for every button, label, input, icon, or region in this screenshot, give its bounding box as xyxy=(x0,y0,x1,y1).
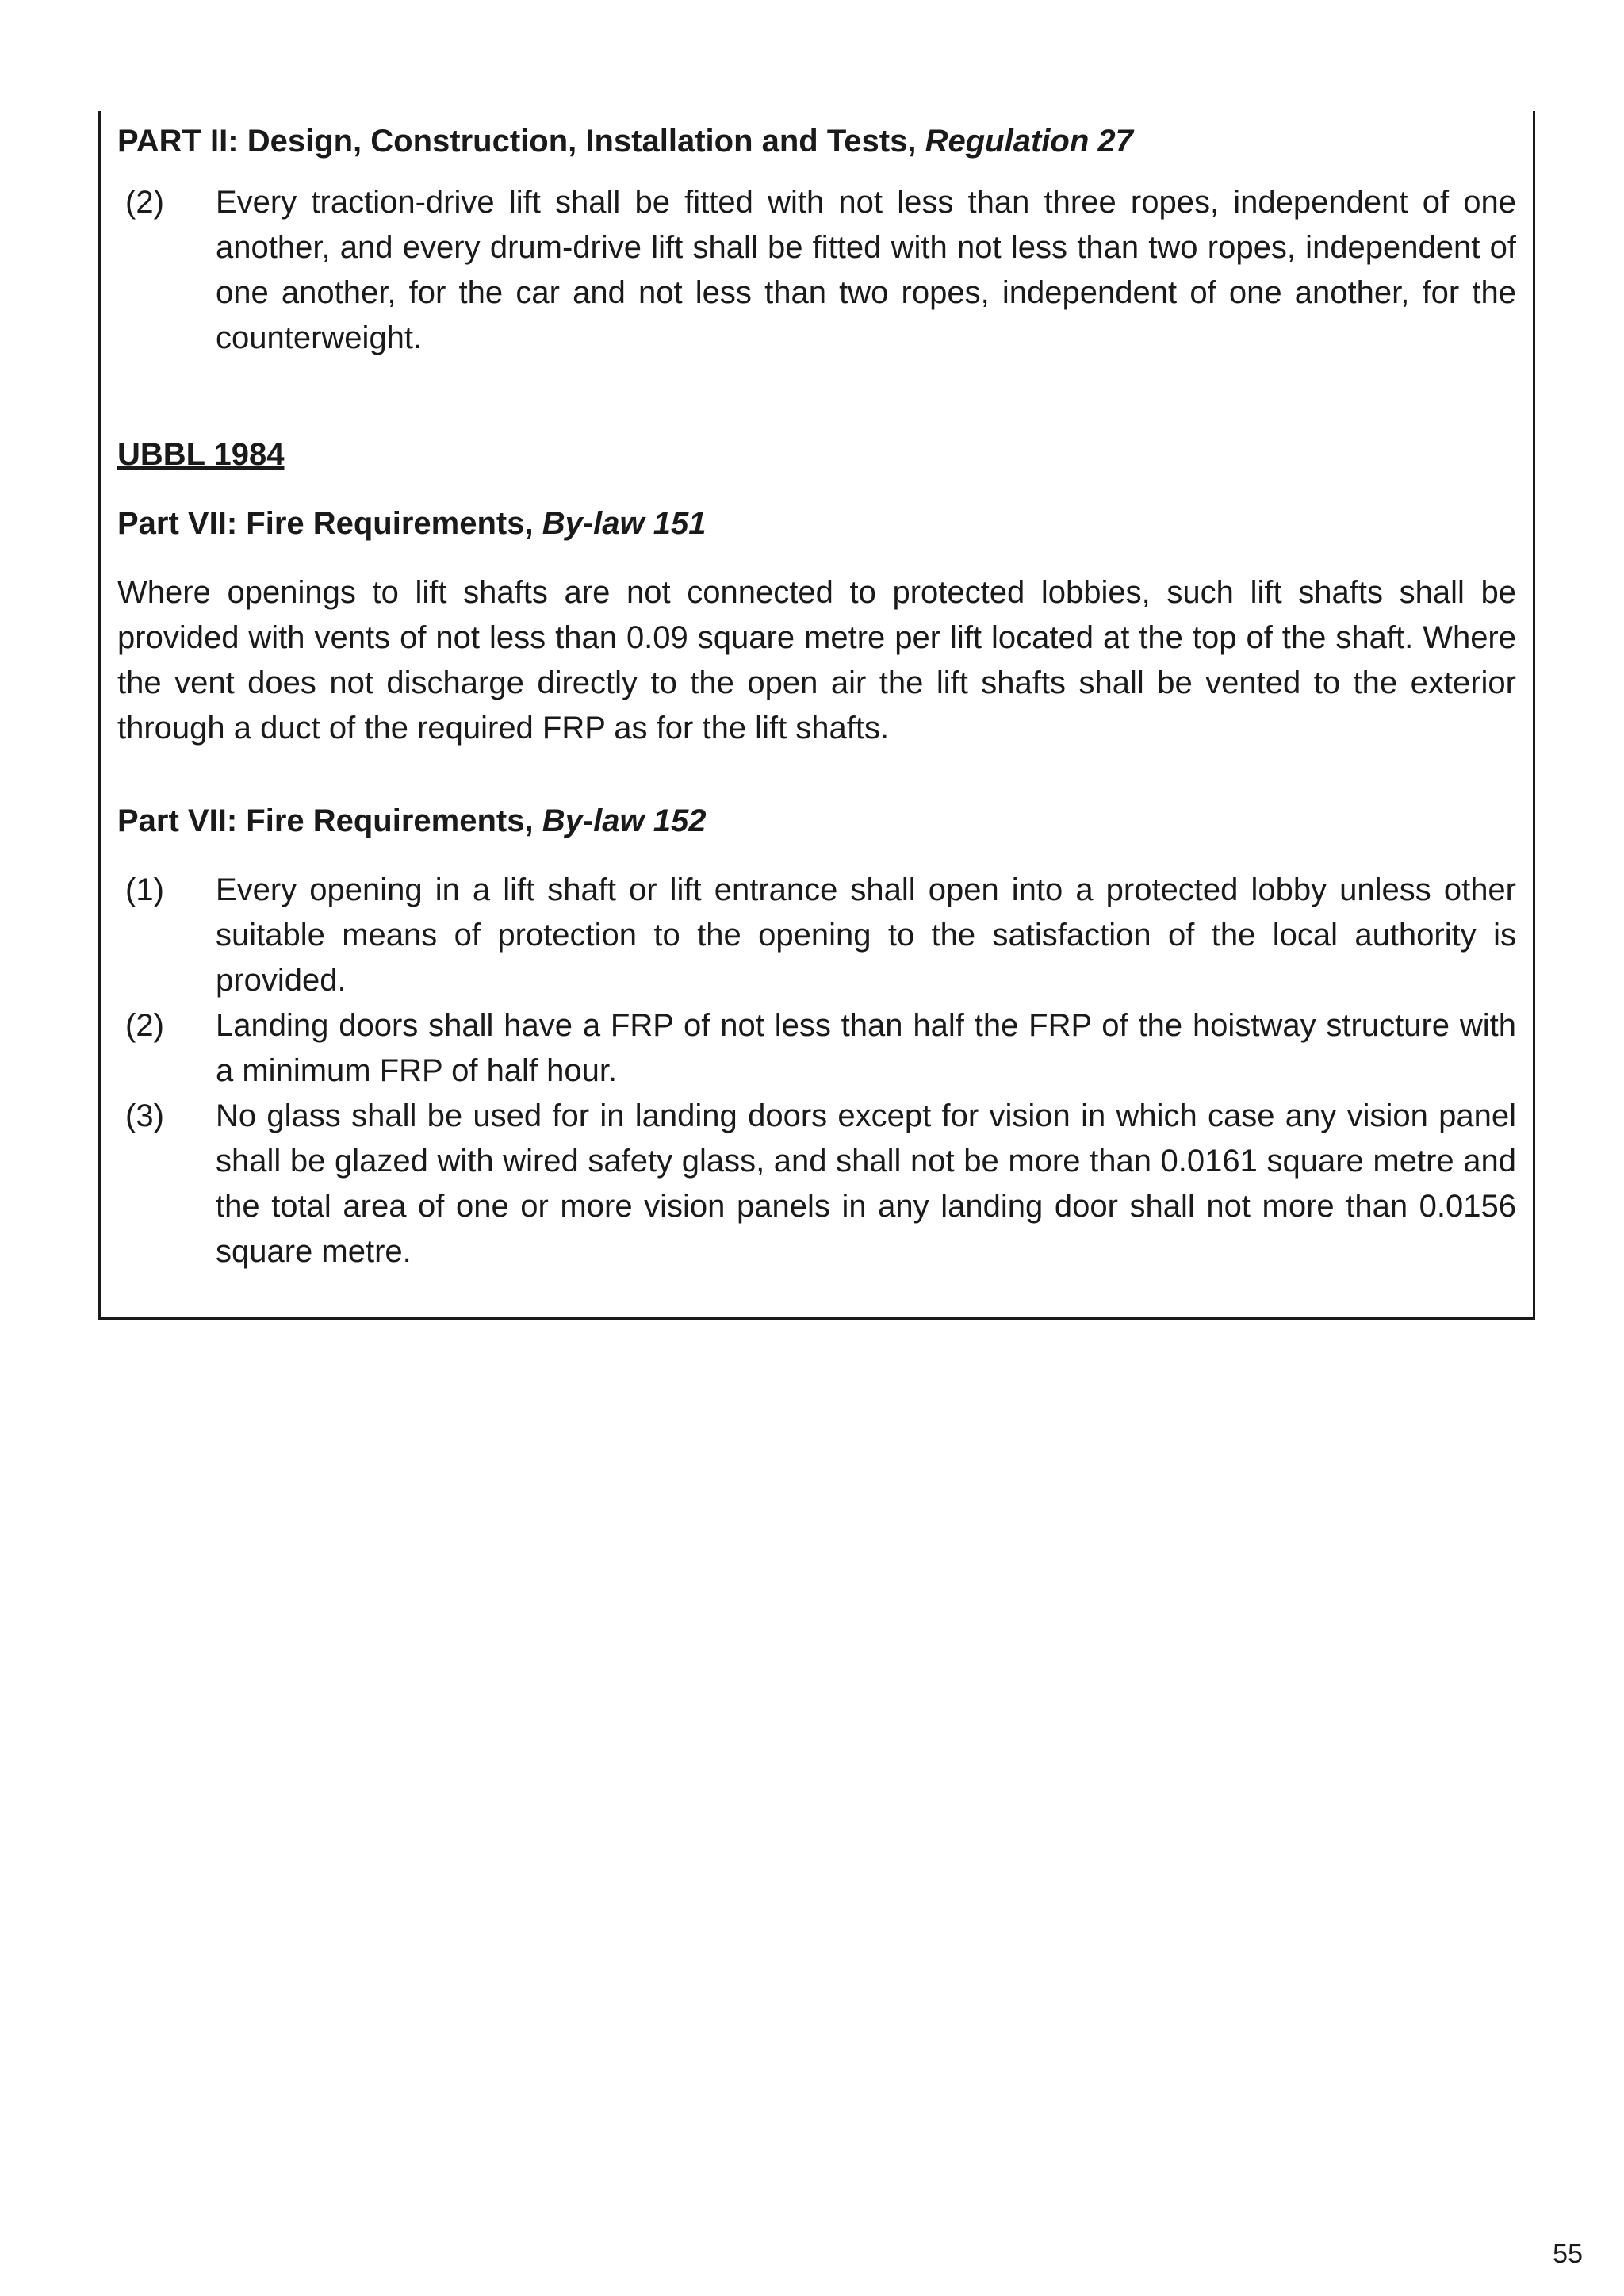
item-text: Every opening in a lift shaft or lift entrance shall open into a protected lobby unless other suitable means of protection to the opening to the satisfaction of the local authority is provided. xyxy=(216,872,1516,998)
by-law-152-item-3 xyxy=(117,1094,1516,1274)
item-number: (2) xyxy=(125,1008,164,1043)
item-number: (2) xyxy=(125,185,164,220)
regulation-27-heading xyxy=(117,119,1516,164)
item-text: No glass shall be used for in landing doors except for vision in which case any vision panel shall be glazed with wired safety glass, and shall not be more than 0.0161 square metre and the total area of one or more vision panels in any landing door shall not more than 0.0156 square metre. xyxy=(216,1098,1516,1269)
by-law-151-heading-main: Part VII: Fire Requirements, xyxy=(117,506,542,541)
regulation-27-heading-main: PART II: Design, Construction, Installation and Tests, xyxy=(117,124,925,159)
by-law-151-paragraph: Where openings to lift shafts are not connected to protected lobbies, such lift shafts shall be provided with vents of not less than 0.09 square metre per lift located at the top of the shaft. Where the vent does not discharge directly to the open air the lift shafts shall be vented to the exterior through a duct of the required FRP as for the lift shafts. xyxy=(117,575,1516,746)
by-law-152-heading-main: Part VII: Fire Requirements, xyxy=(117,803,542,838)
by-law-152-item-2 xyxy=(117,1003,1516,1094)
regulation-27-heading-italic: Regulation 27 xyxy=(925,124,1133,159)
by-law-152-heading xyxy=(117,799,1516,844)
page-number: 55 xyxy=(1553,2239,1583,2269)
regulation-27-item-2 xyxy=(117,180,1516,361)
item-text: Every traction-drive lift shall be fitted with not less than three ropes, independent of one another, and every drum-drive lift shall be fitted with not less than two ropes, independent of one another, for the car and not less than two ropes, independent of one another, for the counterweight. xyxy=(216,185,1516,355)
ubbl-title: UBBL 1984 xyxy=(117,437,285,472)
item-text: Landing doors shall have a FRP of not less than half the FRP of the hoistway structure with a minimum FRP of half hour. xyxy=(216,1008,1516,1088)
content-area xyxy=(117,119,1516,1274)
by-law-152-heading-italic: By-law 152 xyxy=(542,803,707,838)
by-law-151-heading-italic: By-law 151 xyxy=(542,506,707,541)
by-law-152-item-1 xyxy=(117,868,1516,1003)
item-number: (3) xyxy=(125,1098,164,1133)
item-number: (1) xyxy=(125,872,164,907)
by-law-151-heading xyxy=(117,501,1516,546)
